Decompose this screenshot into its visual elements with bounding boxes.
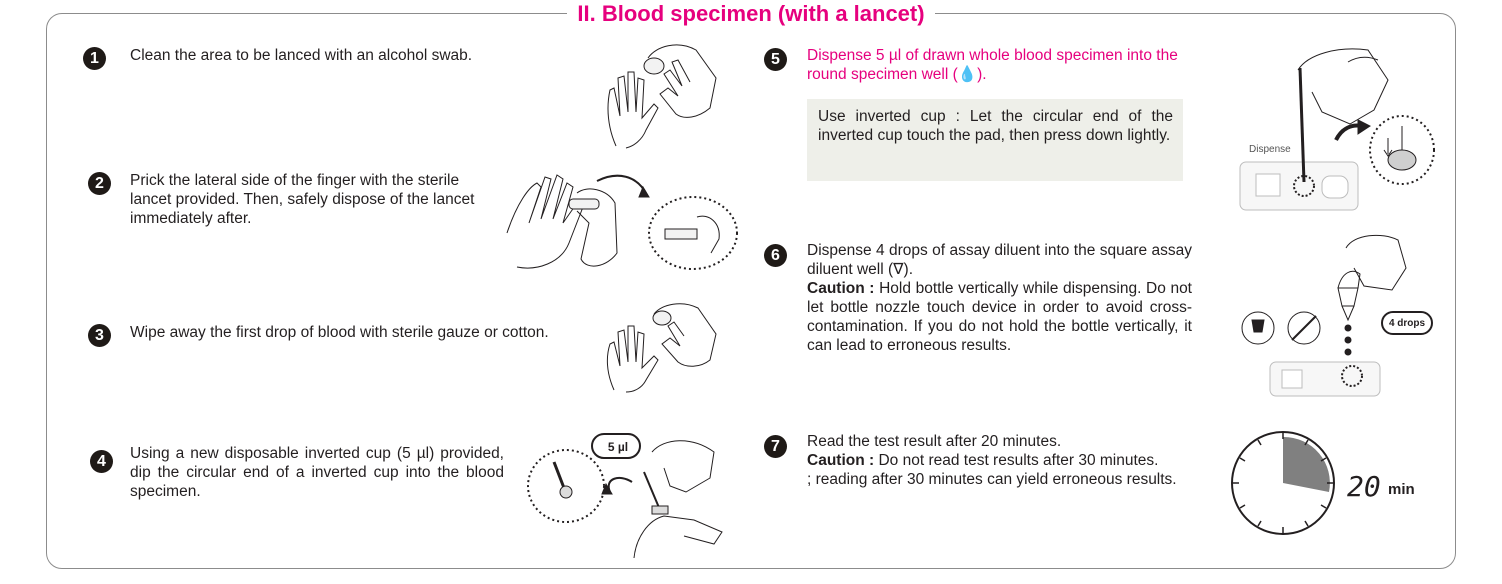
step-3-number: 3 — [88, 324, 111, 347]
timer-value: 20 — [1347, 470, 1381, 503]
step-1-number: 1 — [83, 47, 106, 70]
step-1-text: Clean the area to be lanced with an alcohol swab. — [130, 47, 473, 64]
step-4-text: Using a new disposable inverted cup (5 µl) provided, dip the circular end of a inverted cup into the blood specimen. — [130, 445, 504, 500]
alcohol-swab-illustration — [598, 38, 718, 148]
step-2-text: Prick the lateral side of the finger with the sterile lancet provided. Then, safely dispose of the lancet immediately after. — [130, 172, 475, 227]
step-7-text: Read the test result after 20 minutes. Caution : Do not read test results after 30 minutes. ; reading after 30 minutes can yield erroneous results. — [807, 433, 1177, 488]
blood-drop-icon: 💧 — [957, 66, 978, 83]
timer-unit: min — [1388, 481, 1415, 498]
step-6-text: Dispense 4 drops of assay diluent into the square assay diluent well (∇). Caution : Hold bottle vertically while dispensing. Do not let bottle nozzle touch device in order to avoid cross-contamination. If you do not hold the bottle vertically, it can lead to erroneous results. — [807, 242, 1192, 354]
drops-count-label: 4 drops — [1388, 318, 1426, 329]
dropper-icon: ∇ — [893, 261, 904, 278]
finger-prick-illustration — [497, 163, 742, 277]
step-5-text: Dispense 5 µl of drawn whole blood specimen into the round specimen well (💧). — [807, 47, 1178, 83]
step-3-text: Wipe away the first drop of blood with sterile gauze or cotton. — [130, 324, 549, 341]
diluent-drops-illustration — [1242, 228, 1438, 398]
cup-volume-label: 5 µl — [607, 440, 629, 454]
step-5-number: 5 — [764, 48, 787, 71]
step-5-note: Use inverted cup : Let the circular end of the inverted cup touch the pad, then press down lightly. — [818, 108, 1173, 144]
dispense-specimen-illustration — [1238, 40, 1436, 212]
step-4-number: 4 — [90, 450, 113, 473]
timer-clock-icon — [1227, 427, 1339, 539]
dispense-label: Dispense — [1249, 144, 1291, 155]
gauze-wipe-illustration — [598, 300, 718, 392]
section-title: II. Blood specimen (with a lancet) — [0, 0, 1502, 27]
step-7-number: 7 — [764, 435, 787, 458]
step-2-number: 2 — [88, 172, 111, 195]
step-6-number: 6 — [764, 244, 787, 267]
